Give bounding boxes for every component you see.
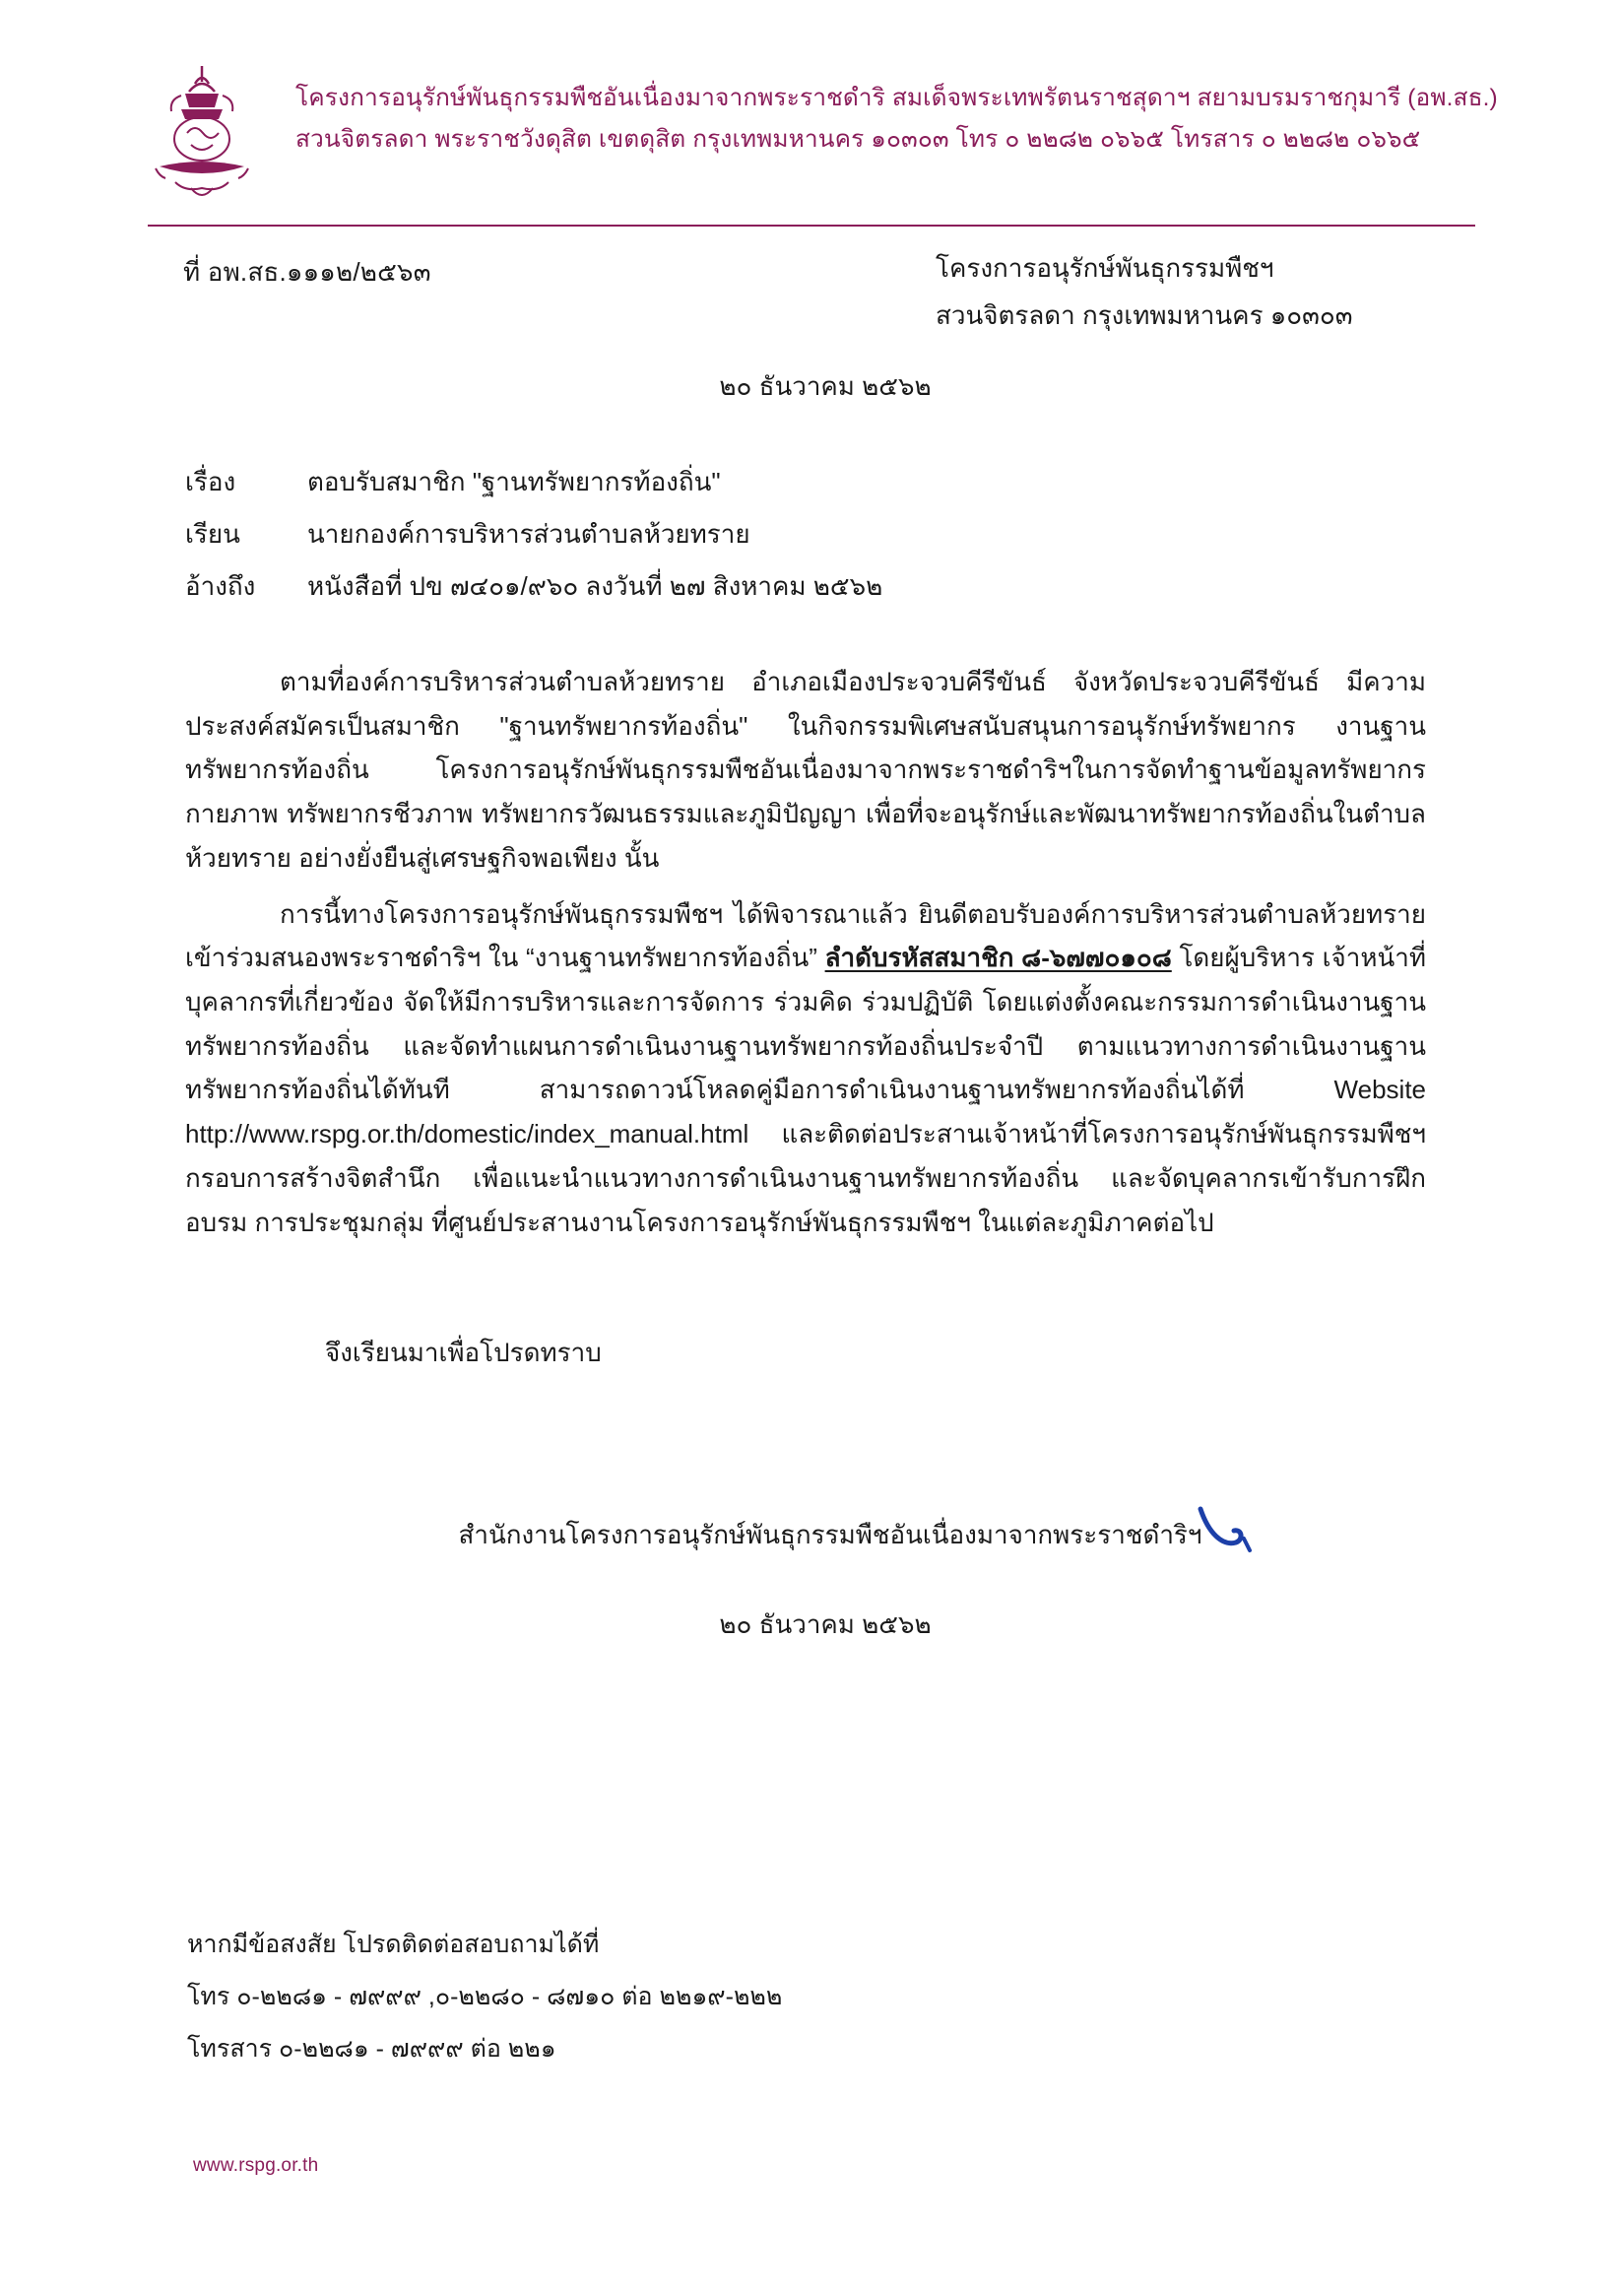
signature-date: ๒๐ ธันวาคม ๒๕๖๒	[719, 1609, 932, 1639]
field-reference-value: หนังสือที่ ปข ๗๔๐๑/๙๖๐ ลงวันที่ ๒๗ สิงหาคม ๒๕๖๒	[307, 571, 883, 601]
letter-date-value: ๒๐ ธันวาคม ๒๕๖๒	[719, 371, 932, 401]
letter-body	[185, 660, 1426, 1248]
body-paragraph-1: ตามที่องค์การบริหารส่วนตำบลห้วยทราย อำเภอเมืองประจวบคีรีขันธ์ จังหวัดประจวบคีรีขันธ์ มีความประสงค์สมัครเป็นสมาชิก "ฐานทรัพยากรท้องถิ่น" ในกิจกรรมพิเศษสนับสนุนการอนุรักษ์ทรัพยากร งานฐานทรัพยากรท้องถิ่น โครงการอนุรักษ์พันธุกรรมพืชอันเนื่องมาจากพระราชดำริฯในการจัดทำฐานข้อมูลทรัพยากรกายภาพ ทรัพยากรชีวภาพ ทรัพยากรวัฒนธรรมและภูมิปัญญา เพื่อที่จะอนุรักษ์และพัฒนาทรัพยากรท้องถิ่นในตำบลห้วยทราย อย่างยั่งยืนสู่เศรษฐกิจพอเพียง นั้น	[185, 667, 1426, 873]
signature-organization	[420, 1515, 1202, 1555]
body-paragraph-2	[185, 892, 1426, 1245]
closing-statement: จึงเรียนมาเพื่อโปรดทราบ	[325, 1338, 602, 1367]
footer-website-link[interactable]: www.rspg.or.th	[193, 2155, 319, 2176]
sender-line-1: โครงการอนุรักษ์พันธุกรรมพืชฯ	[936, 253, 1274, 283]
footer-line-1: หากมีข้อสงสัย โปรดติดต่อสอบถามได้ที่	[187, 1931, 600, 1958]
letterhead-line-1: โครงการอนุรักษ์พันธุกรรมพืชอันเนื่องมาจากพระราชดำริ สมเด็จพระเทพรัตนราชสุดาฯ สยามบรมราชกุมารี (อพ.สธ.)	[295, 85, 1498, 111]
letterhead-line-2: สวนจิตรลดา พระราชวังดุสิต เขตดุสิต กรุงเทพมหานคร ๑๐๓๐๓ โทร ๐ ๒๒๘๒ ๐๖๖๕ โทรสาร ๐ ๒๒๘๒ ๐๖๖๕	[295, 125, 1421, 153]
field-recipient-label: เรียน	[185, 519, 240, 549]
letterhead-divider	[148, 225, 1475, 227]
document-number: ที่ อพ.สธ.๑๑๑๒/๒๕๖๓	[183, 257, 431, 287]
signature-mark-icon	[1193, 1499, 1262, 1558]
field-reference-label: อ้างถึง	[185, 571, 256, 601]
field-recipient-value: นายกองค์การบริหารส่วนตำบลห้วยทราย	[307, 519, 750, 549]
sender-address	[936, 248, 1353, 336]
letterhead-text	[295, 80, 1507, 159]
field-subject	[185, 469, 1465, 494]
field-recipient	[185, 521, 1465, 547]
letterhead	[0, 54, 1621, 227]
letter-fields	[185, 469, 1465, 625]
footer-contact	[187, 1933, 782, 2089]
field-reference	[185, 573, 1465, 599]
footer-line-2: โทร ๐-๒๒๘๑ - ๗๙๙๙ ,๐-๒๒๘๐ - ๘๗๑๐ ต่อ ๒๒๑๙-๒๒๒	[187, 1983, 783, 2010]
field-subject-value: ตอบรับสมาชิก "ฐานทรัพยากรท้องถิ่น"	[307, 467, 721, 496]
body-paragraph-2-part-1: การนี้ทางโครงการอนุรักษ์พันธุกรรมพืชฯ ได้พิจารณาแล้ว ยินดีตอบรับองค์การบริหารส่วนตำบลห้วยทราย เข้าร่วมสนองพระราชดำริฯ ใน “งานฐานทรัพยากรท้องถิ่น”	[185, 898, 1426, 973]
letter-date	[0, 366, 1621, 407]
signature-organization-text: สำนักงานโครงการอนุรักษ์พันธุกรรมพืชอันเนื่องมาจากพระราชดำริฯ	[458, 1520, 1202, 1549]
signature-block	[0, 1515, 1621, 1645]
footer-line-3: โทรสาร ๐-๒๒๘๑ - ๗๙๙๙ ต่อ ๒๒๑	[187, 2035, 556, 2063]
sender-line-2: สวนจิตรลดา กรุงเทพมหานคร ๑๐๓๐๓	[936, 299, 1353, 330]
membership-code: ลำดับรหัสสมาชิก ๘-๖๗๗๐๑๐๘	[824, 943, 1172, 973]
field-subject-label: เรื่อง	[185, 467, 236, 496]
rspg-royal-emblem-icon	[146, 62, 259, 210]
body-paragraph-2-part-2: โดยผู้บริหาร เจ้าหน้าที่ บุคลากรที่เกี่ยวข้อง จัดให้มีการบริหารและการจัดการ ร่วมคิด ร่วมปฏิบัติ โดยแต่งตั้งคณะกรรมการดำเนินงานฐานทรัพยากรท้องถิ่น และจัดทำแผนการดำเนินงานฐานทรัพยากรท้องถิ่นประจำปี ตามแนวทางการดำเนินงานฐานทรัพยากรท้องถิ่นได้ทันที สามารถดาวน์โหลดคู่มือการดำเนินงานฐานทรัพยากรท้องถิ่นได้ที่ Website http://www.rspg.or.th/domestic/index_manual.html และติดต่อประสานเจ้าหน้าที่โครงการอนุรักษ์พันธุกรรมพืชฯ กรอบการสร้างจิตสำนึก เพื่อแนะนำแนวทางการดำเนินงานฐานทรัพยากรท้องถิ่น และจัดบุคลากรเข้ารับการฝึกอบรม การประชุมกลุ่ม ที่ศูนย์ประสานงานโครงการอนุรักษ์พันธุกรรมพืชฯ ในแต่ละภูมิภาคต่อไป	[185, 943, 1426, 1237]
